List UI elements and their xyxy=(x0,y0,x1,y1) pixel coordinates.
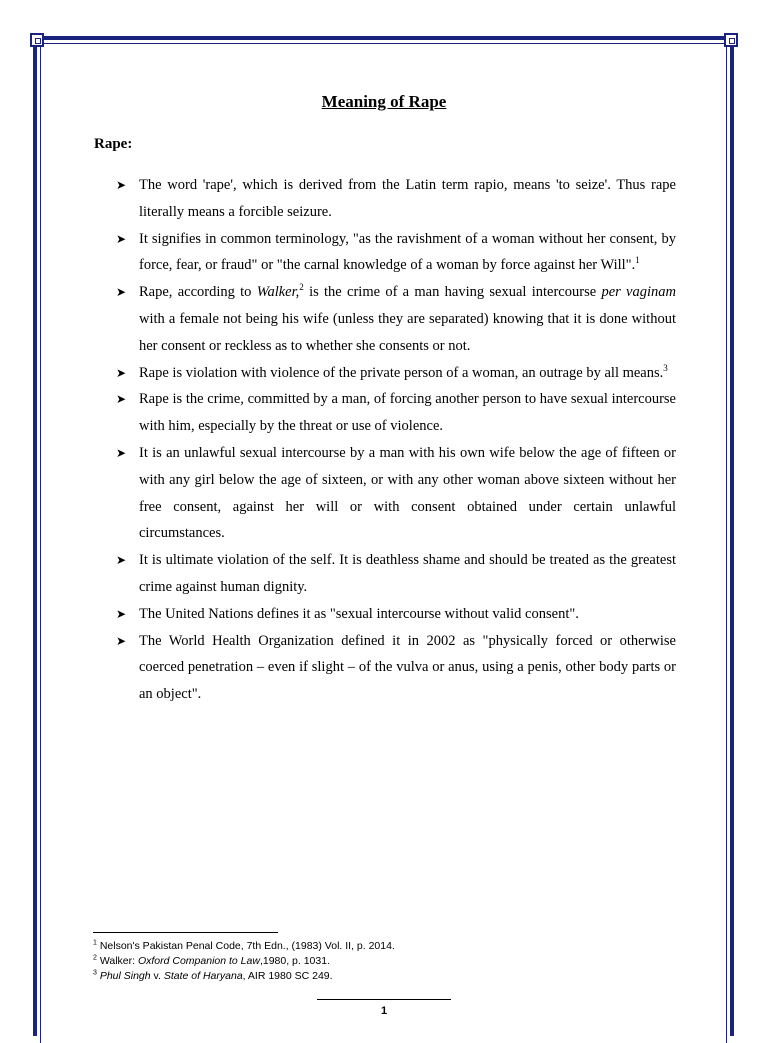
bullet-item: ➤ The United Nations defines it as "sexual intercourse without valid consent". xyxy=(94,601,676,628)
footnote: $^1$ Nelson's Pakistan Penal Code, 7th Edn., (1983) Vol. II, p. 2014. xyxy=(93,939,395,952)
bullet-item: ➤ Rape is violation with violence of the private person of a woman, an outrage by all means.$^3$ xyxy=(94,360,676,387)
border-corner-ornament xyxy=(724,33,738,47)
page-number: 1 xyxy=(380,1005,388,1017)
arrow-bullet-icon: ➤ xyxy=(116,606,127,621)
bullet-item: ➤ Rape is the crime, committed by a man, of forcing another person to have sexual intercourse with him, especially by the threat or use of violence. xyxy=(94,386,676,440)
footnote-ref: 2 xyxy=(299,282,304,293)
footnotes xyxy=(93,939,395,984)
arrow-bullet-icon: ➤ xyxy=(116,633,127,648)
section-heading: Rape: xyxy=(94,136,133,152)
footnote: $^2$ Walker: Oxford Companion to Law,1980, p. 1031. xyxy=(93,954,330,967)
bullet-item: ➤ It signifies in common terminology, "as the ravishment of a woman without her consent, by force, fear, or fraud" or "the carnal knowledge of a woman by force against her Will".$^1$ xyxy=(94,226,676,280)
footnote-separator xyxy=(93,932,278,933)
bullet-list xyxy=(94,172,676,708)
page-number-rule xyxy=(317,999,451,1000)
page-title: Meaning of Rape xyxy=(321,92,447,111)
border-corner-ornament xyxy=(30,33,44,47)
arrow-bullet-icon: ➤ xyxy=(116,553,127,568)
arrow-bullet-icon: ➤ xyxy=(116,231,127,246)
bullet-item: ➤ It is an unlawful sexual intercourse by a man with his own wife below the age of fifteen or with any girl below the age of sixteen, or with any other woman above sixteen without her free consent, against her will or with consent obtained under certain unlawful circumstances. xyxy=(94,440,676,547)
arrow-bullet-icon: ➤ xyxy=(116,392,127,407)
arrow-bullet-icon: ➤ xyxy=(116,445,127,460)
footnote-ref: 3 xyxy=(663,362,668,373)
bullet-item: ➤ The World Health Organization defined it in 2002 as "physically forced or otherwise coerced penetration – even if slight – of the vulva or anus, using a penis, other body parts or an object". xyxy=(94,628,676,708)
arrow-bullet-icon: ➤ xyxy=(116,365,127,380)
footnote-ref: 1 xyxy=(635,255,640,266)
arrow-bullet-icon: ➤ xyxy=(116,178,127,192)
arrow-bullet-icon: ➤ xyxy=(116,285,127,300)
footnote: $^3$ Phul Singh v. State of Haryana, AIR 1980 SC 249. xyxy=(93,969,333,982)
bullet-item: ➤ It is ultimate violation of the self. It is deathless shame and should be treated as the greatest crime against human dignity. xyxy=(94,547,676,601)
bullet-item: ➤ Rape, according to Walker,$^2$ is the crime of a man having sexual intercourse per vaginam with a female not being his wife (unless they are separated) knowing that it is done without her consent or reckless as to whether she consents or not. xyxy=(94,279,676,359)
bullet-item: ➤ The word 'rape', which is derived from the Latin term rapio, means 'to seize'. Thus rape literally means a forcible seizure. xyxy=(94,172,676,226)
